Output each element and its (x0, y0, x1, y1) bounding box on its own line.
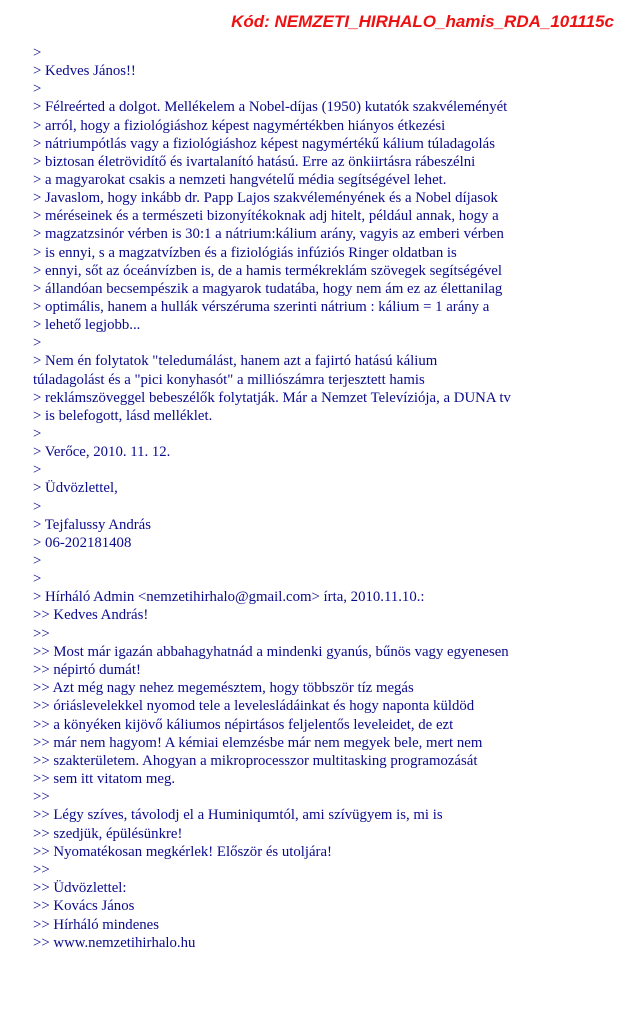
email-line: >> a könyéken kijövő káliumos népirtásos feljelentős leveleidet, de ezt (33, 716, 454, 733)
email-line: > arról, hogy a fiziológiáshoz képest nagymértékben hiányos étkezési (33, 117, 446, 134)
email-line: > is belefogott, lásd melléklet. (33, 407, 213, 424)
email-line: >> Most már igazán abbahagyhatnád a mindenki gyanús, bűnös vagy egyenesen (33, 643, 509, 660)
email-line: > (33, 462, 42, 479)
email-line: >> óriáslevelekkel nyomod tele a levelesládáinkat és hogy naponta küldöd (33, 698, 475, 715)
email-line: > (33, 335, 42, 352)
email-line: > lehető legjobb... (33, 317, 141, 334)
email-line: > Üdvözlettel, (33, 480, 118, 497)
email-line: > méréseinek és a természeti bizonyítékoknak adj hitelt, például annak, hogy a (33, 208, 499, 225)
email-line: > Nem én folytatok "teledumálást, hanem azt a fajirtó hatású kálium (33, 353, 438, 370)
email-line: túladagolást és a "pici konyhasót" a milliószámra terjesztett hamis (33, 371, 425, 388)
email-line: >> www.nemzetihirhalo.hu (33, 934, 196, 951)
email-line: > (33, 81, 42, 98)
email-line: > (33, 425, 42, 442)
email-line: > (33, 571, 42, 588)
email-line: >> szedjük, épülésünkre! (33, 825, 183, 842)
email-line: > (33, 498, 42, 515)
email-line: >> Kovács János (33, 898, 135, 915)
email-line: >> Kedves András! (33, 607, 149, 624)
email-line: >> sem itt vitatom meg. (33, 771, 176, 788)
email-line: > Tejfalussy András (33, 516, 151, 533)
email-line: > 06-202181408 (33, 534, 132, 551)
email-line: >> szakterületem. Ahogyan a mikroprocesszor multitasking programozását (33, 752, 478, 769)
email-line: >> (33, 862, 50, 879)
email-line: >> Nyomatékosan megkérlek! Először és utoljára! (33, 843, 332, 860)
email-line: >> már nem hagyom! A kémiai elemzésbe már nem megyek bele, mert nem (33, 734, 483, 751)
email-line: > Javaslom, hogy inkább dr. Papp Lajos szakvéleményének és a Nobel díjasok (33, 190, 498, 207)
email-line: > is ennyi, s a magzatvízben és a fiziológiás infúziós Ringer oldatban is (33, 244, 457, 261)
email-line: > nátriumpótlás vagy a fiziológiáshoz képest nagymértékű kálium túladagolás (33, 135, 495, 152)
email-line: >> népirtó dumát! (33, 661, 141, 678)
email-line: > Félreérted a dolgot. Mellékelem a Nobel-díjas (1950) kutatók szakvéleményét (33, 99, 508, 116)
email-line: > állandóan becsempészik a magyarok tudatába, hogy nem ám ez az élettanilag (33, 280, 503, 297)
email-line: >> Hírháló mindenes (33, 916, 159, 933)
email-line: >> (33, 789, 50, 806)
email-line: > optimális, hanem a hullák vérszéruma szerinti nátrium : kálium = 1 arány a (33, 298, 490, 315)
email-line: >> Légy szíves, távolodj el a Huminiqumtól, ami szívügyem is, mi is (33, 807, 443, 824)
email-line: >> (33, 625, 50, 642)
email-line: > reklámszöveggel bebeszélők folytatják. Már a Nemzet Televíziója, a DUNA tv (33, 389, 511, 406)
email-line: > biztosan életrövidítő és ivartalanító hatású. Erre az önkiirtásra rábeszélni (33, 153, 476, 170)
email-line: > (33, 45, 42, 61)
email-body (33, 44, 618, 952)
email-line: > Kedves János!! (33, 63, 136, 80)
email-line: > Hírháló Admin <nemzetihirhalo@gmail.com> írta, 2010.11.10.: (33, 589, 425, 606)
email-line: > (33, 552, 42, 569)
email-line: > ennyi, sőt az óceánvízben is, de a hamis termékreklám szövegek segítségével (33, 262, 502, 279)
original-message-block (33, 588, 618, 952)
email-line: >> Azt még nagy nehez megemésztem, hogy többször tíz megás (33, 680, 414, 697)
email-line: >> Üdvözlettel: (33, 880, 127, 897)
email-line: > magzatzsinór vérben is 30:1 a nátrium:kálium arány, vagyis az emberi vérben (33, 226, 504, 243)
email-line: > Verőce, 2010. 11. 12. (33, 444, 171, 461)
email-line: > a magyarokat csakis a nemzeti hangvételű média segítségével lehet. (33, 171, 447, 188)
quoted-reply-block (33, 44, 618, 588)
document-code-label: Kód: NEMZETI_HIRHALO_hamis_RDA_101115c (231, 12, 614, 31)
